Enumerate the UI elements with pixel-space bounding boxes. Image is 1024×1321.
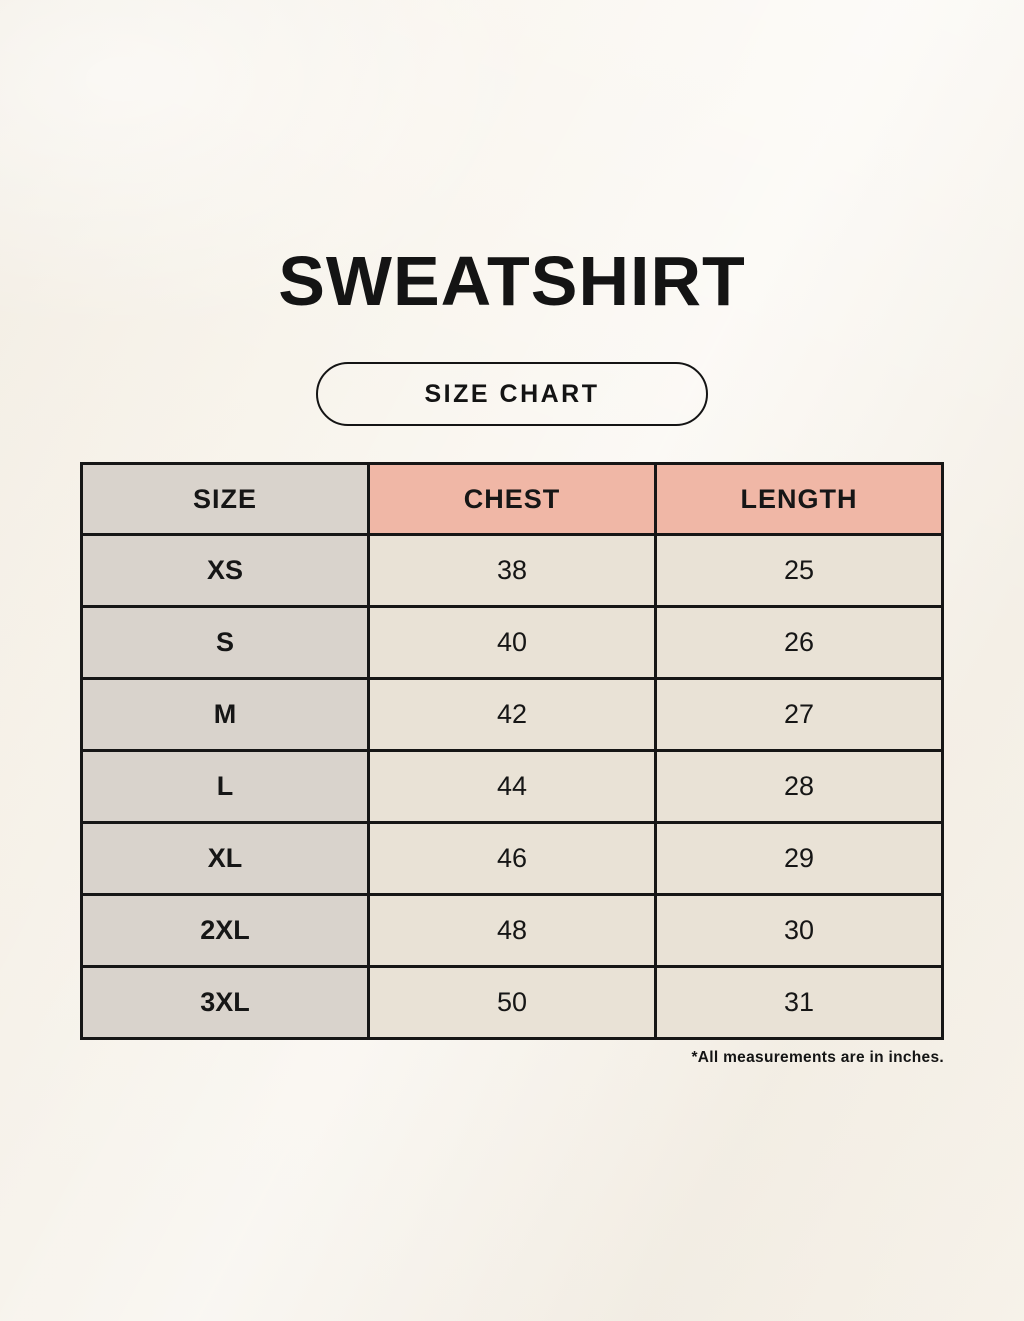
- chest-cell: 50: [369, 967, 656, 1039]
- length-cell: 28: [656, 751, 943, 823]
- chest-cell: 46: [369, 823, 656, 895]
- length-cell: 26: [656, 607, 943, 679]
- size-cell: L: [82, 751, 369, 823]
- header-chest: CHEST: [369, 464, 656, 535]
- header-size: SIZE: [82, 464, 369, 535]
- table-row: [82, 967, 943, 1039]
- size-cell: 2XL: [82, 895, 369, 967]
- chest-cell: 42: [369, 679, 656, 751]
- page-title: SWEATSHIRT: [278, 242, 746, 320]
- length-cell: 29: [656, 823, 943, 895]
- length-cell: 31: [656, 967, 943, 1039]
- length-cell: 27: [656, 679, 943, 751]
- chest-cell: 48: [369, 895, 656, 967]
- table-row: [82, 535, 943, 607]
- table-row: [82, 751, 943, 823]
- chest-cell: 38: [369, 535, 656, 607]
- size-cell: 3XL: [82, 967, 369, 1039]
- size-chart-badge-label: SIZE CHART: [424, 379, 600, 408]
- table-row: [82, 895, 943, 967]
- size-table: [80, 462, 944, 1040]
- table-row: [82, 679, 943, 751]
- size-chart-badge[interactable]: [316, 362, 708, 426]
- size-cell: S: [82, 607, 369, 679]
- table-row: [82, 823, 943, 895]
- table-row: [82, 607, 943, 679]
- size-cell: M: [82, 679, 369, 751]
- chest-cell: 40: [369, 607, 656, 679]
- length-cell: 30: [656, 895, 943, 967]
- chest-cell: 44: [369, 751, 656, 823]
- measurements-footnote: *All measurements are in inches.: [691, 1049, 944, 1066]
- length-cell: 25: [656, 535, 943, 607]
- size-cell: XS: [82, 535, 369, 607]
- header-length: LENGTH: [656, 464, 943, 535]
- table-header-row: [82, 464, 943, 535]
- size-cell: XL: [82, 823, 369, 895]
